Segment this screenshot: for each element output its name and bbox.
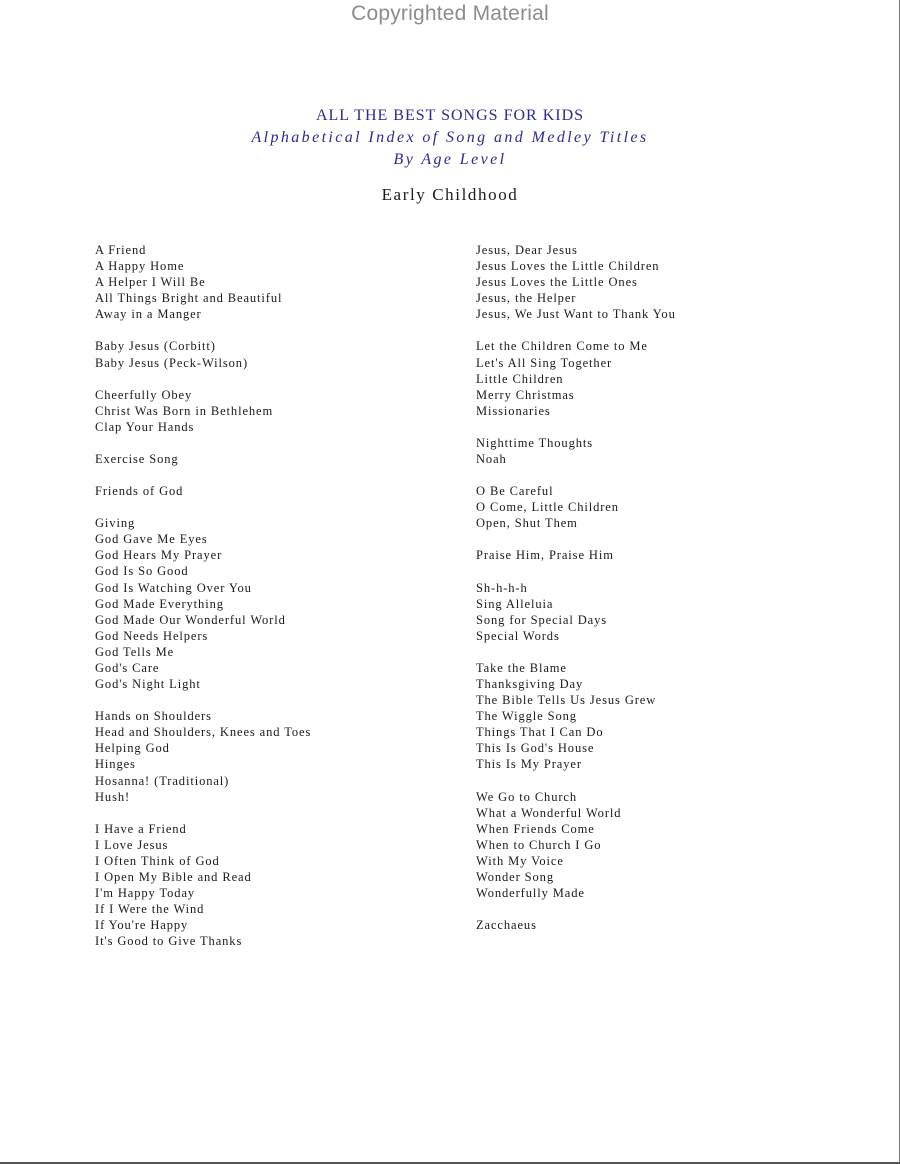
song-title: Away in a Manger: [95, 307, 202, 322]
song-title: Let the Children Come to Me: [476, 339, 648, 354]
song-title: Hush!: [95, 789, 131, 804]
book-title: ALL THE BEST SONGS FOR KIDS: [315, 107, 585, 124]
song-title: A Helper I Will Be: [95, 275, 206, 290]
song-title: God Tells Me: [95, 644, 175, 659]
song-title: Special Words: [476, 628, 560, 643]
song-title: The Wiggle Song: [476, 709, 577, 724]
song-title: I Open My Bible and Read: [95, 870, 252, 884]
song-title: Baby Jesus (Peck-Wilson): [95, 355, 249, 370]
section-heading-early-childhood: Early Childhood: [381, 185, 519, 204]
song-group: [95, 242, 455, 322]
song-list-right-column: [476, 242, 876, 949]
song-title: God Hears My Prayer: [95, 548, 223, 563]
song-group: [476, 435, 876, 467]
song-title: If I Were the Wind: [95, 902, 205, 917]
song-title: Song for Special Days: [476, 612, 608, 627]
song-title: Noah: [476, 452, 507, 467]
song-title: Giving: [95, 516, 136, 531]
age-level-subtitle: By Age Level: [393, 151, 507, 168]
song-title: O Be Careful: [476, 484, 554, 499]
song-title: Wonder Song: [476, 870, 554, 884]
song-title: God Made Everything: [95, 596, 224, 611]
song-title: I Have a Friend: [95, 821, 187, 836]
song-title: Praise Him, Praise Him: [476, 548, 614, 563]
song-title: I Love Jesus: [95, 837, 169, 852]
song-title: Jesus, Dear Jesus: [476, 243, 578, 257]
song-group: [95, 451, 455, 467]
song-title: It's Good to Give Thanks: [95, 934, 243, 949]
song-title: Jesus Loves the Little Ones: [476, 275, 638, 290]
song-title: Clap Your Hands: [95, 419, 195, 434]
song-title: What a Wonderful World: [476, 805, 622, 820]
song-title: Wonderfully Made: [476, 886, 585, 901]
song-title: O Come, Little Children: [476, 500, 619, 515]
song-title: Missionaries: [476, 403, 551, 418]
song-group: [95, 483, 455, 499]
song-title: Little Children: [476, 371, 564, 386]
song-title: When to Church I Go: [476, 837, 602, 852]
song-title: Nighttime Thoughts: [476, 435, 594, 450]
song-title: This Is My Prayer: [476, 757, 582, 772]
song-title: God Needs Helpers: [95, 628, 209, 643]
song-group: [95, 387, 455, 435]
song-title: I Often Think of God: [95, 853, 220, 868]
song-title: Thanksgiving Day: [476, 676, 584, 691]
song-title: Hinges: [95, 757, 136, 772]
song-title: Cheerfully Obey: [95, 387, 193, 402]
song-title: Hosanna! (Traditional): [95, 773, 230, 788]
song-title: We Go to Church: [476, 789, 578, 804]
song-title: God Is Watching Over You: [95, 580, 252, 595]
song-title: Zacchaeus: [476, 918, 537, 933]
song-group: [476, 242, 876, 322]
song-title: Jesus, the Helper: [476, 291, 577, 306]
song-title: God Gave Me Eyes: [95, 532, 208, 547]
song-group: [476, 660, 876, 773]
song-title: Hands on Shoulders: [95, 709, 212, 724]
song-title: A Happy Home: [95, 259, 185, 274]
song-group: [95, 338, 455, 370]
song-title: When Friends Come: [476, 821, 595, 836]
song-title: Sh-h-h-h: [476, 580, 528, 595]
song-title: Helping God: [95, 741, 170, 756]
song-title: Christ Was Born in Bethlehem: [95, 403, 274, 418]
song-group: [95, 515, 455, 692]
song-title: God's Care: [95, 660, 160, 675]
song-title: Baby Jesus (Corbitt): [95, 339, 216, 354]
song-group: [95, 821, 455, 950]
song-title: Merry Christmas: [476, 387, 575, 402]
song-title: Exercise Song: [95, 451, 179, 466]
song-title: Take the Blame: [476, 660, 567, 675]
song-list-left-column: [95, 242, 455, 965]
song-title: This Is God's House: [476, 741, 595, 756]
song-group: [476, 917, 876, 933]
song-title: God Is So Good: [95, 564, 189, 579]
song-title: Open, Shut Them: [476, 516, 578, 531]
song-title: A Friend: [95, 243, 147, 257]
song-title: Jesus Loves the Little Children: [476, 259, 660, 274]
song-group: [476, 338, 876, 418]
song-title: Jesus, We Just Want to Thank You: [476, 307, 676, 322]
song-group: [476, 547, 876, 563]
song-title: The Bible Tells Us Jesus Grew: [476, 693, 657, 708]
song-group: [476, 580, 876, 644]
index-subtitle: Alphabetical Index of Song and Medley Titles: [251, 129, 649, 146]
song-title: God Made Our Wonderful World: [95, 612, 286, 627]
copyright-watermark: Copyrighted Material: [351, 2, 549, 25]
song-title: Sing Alleluia: [476, 596, 554, 611]
song-title: Head and Shoulders, Knees and Toes: [95, 725, 312, 740]
song-title: If You're Happy: [95, 918, 189, 933]
song-group: [476, 789, 876, 902]
song-group: [95, 708, 455, 805]
song-title: All Things Bright and Beautiful: [95, 291, 283, 306]
song-group: [476, 483, 876, 531]
song-title: Things That I Can Do: [476, 725, 604, 740]
song-title: With My Voice: [476, 853, 564, 868]
song-title: I'm Happy Today: [95, 886, 196, 901]
song-title: Friends of God: [95, 484, 184, 499]
song-title: God's Night Light: [95, 677, 201, 692]
song-title: Let's All Sing Together: [476, 355, 613, 370]
